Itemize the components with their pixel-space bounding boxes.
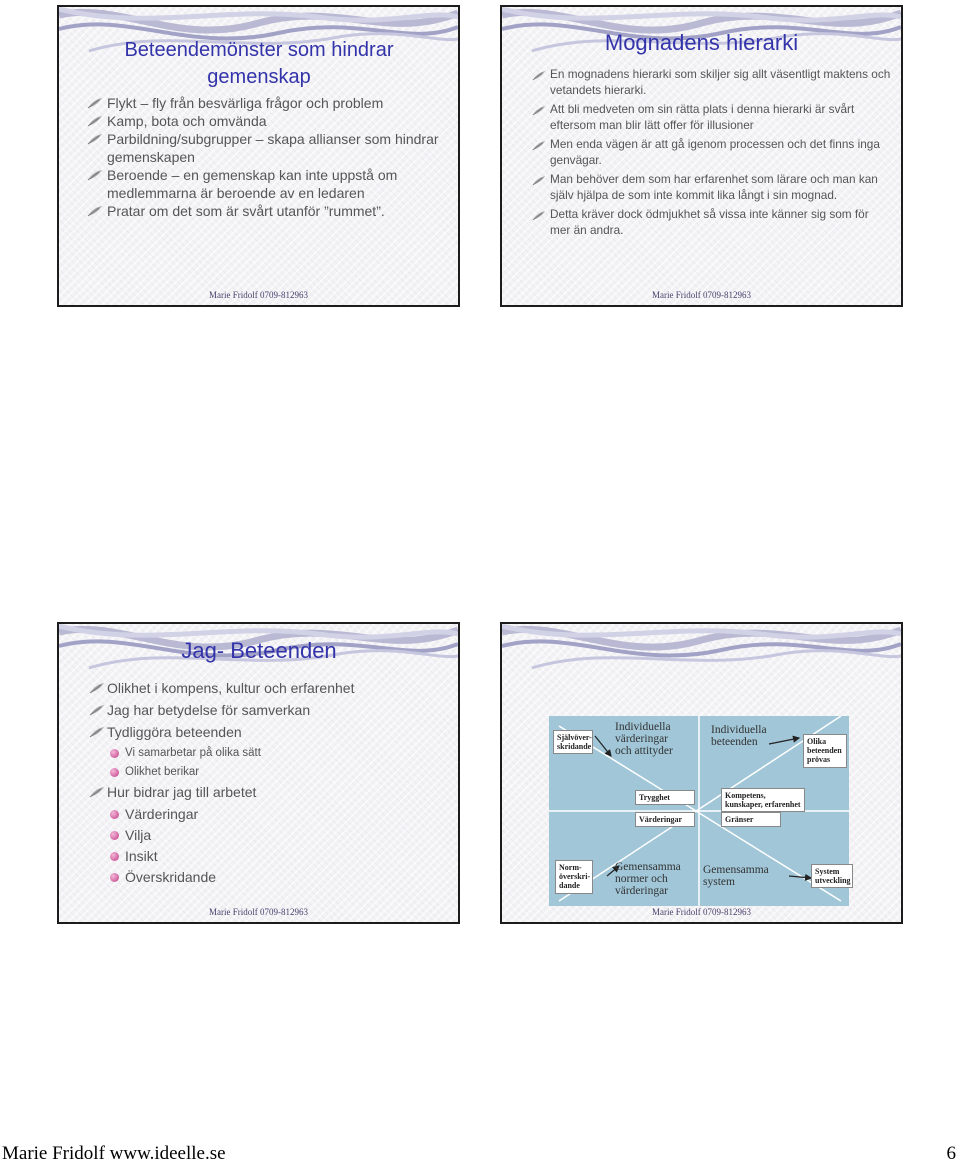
pink-dot-icon — [110, 749, 119, 758]
feather-bullet-icon — [532, 70, 546, 81]
sub-list-item: Insikt — [89, 847, 449, 865]
feather-bullet-icon — [89, 682, 105, 694]
list-item: Men enda vägen är att gå igenom processen och det finns inga genvägar. — [532, 137, 892, 168]
list-item: Flykt – fly från besvärliga frågor och problem — [87, 94, 457, 112]
system-development-box: System utveckling — [811, 864, 853, 888]
feather-bullet-icon — [532, 105, 546, 116]
list-item: Detta kräver dock ödmjukhet så vissa inte känner sig som för mer än andra. — [532, 207, 892, 238]
individual-values-label: Individuella värderingar och attityder — [615, 721, 673, 758]
boundaries-box: Gränser — [721, 812, 781, 827]
list-item: Hur bidrar jag till arbetet — [89, 783, 449, 802]
feather-bullet-icon — [87, 169, 103, 181]
slide-footer: Marie Fridolf 0709-812963 — [652, 907, 751, 917]
pink-dot-icon — [110, 852, 119, 861]
pink-dot-icon — [110, 831, 119, 840]
list-item: Beroende – en gemenskap kan inte uppstå om medlemmarna är beroende av en ledaren — [87, 166, 457, 202]
feather-bullet-icon — [532, 140, 546, 151]
bullet-list — [532, 67, 892, 242]
development-diagram — [549, 716, 849, 906]
self-transcending-box: Självöver-skridande — [553, 730, 593, 754]
list-item: Parbildning/subgrupper – skapa allianser som hindrar gemenskapen — [87, 130, 457, 166]
sub-list-item: Olikhet berikar — [89, 764, 449, 780]
decorative-swirl — [502, 624, 901, 672]
feather-bullet-icon — [89, 786, 105, 798]
individual-behaviors-label: Individuella beteenden — [711, 724, 767, 749]
list-item: Man behöver dem som har erfarenhet som lärare och man kan själv hjälpa de som inte kommit lika långt i sin mognad. — [532, 172, 892, 203]
slide-self-behaviors — [57, 622, 460, 924]
slide-footer: Marie Fridolf 0709-812963 — [209, 290, 308, 300]
feather-bullet-icon — [89, 726, 105, 738]
list-item: En mognadens hierarki som skiljer sig allt väsentligt maktens och vetandets hierarki. — [532, 67, 892, 98]
slide-behavior-patterns — [57, 5, 460, 307]
list-item: Pratar om det som är svårt utanför ”rummet”. — [87, 202, 457, 220]
page-number: 6 — [946, 1143, 956, 1164]
bullet-list — [87, 94, 457, 220]
list-item: Olikhet i kompens, kultur och erfarenhet — [89, 679, 449, 698]
bullet-list — [89, 679, 449, 889]
common-system-label: Gemensamma system — [703, 864, 769, 889]
page-footer: Marie Fridolf www.ideelle.se — [2, 1143, 226, 1164]
norm-transcending-box: Norm-överskri-dande — [555, 860, 593, 894]
feather-bullet-icon — [87, 115, 103, 127]
feather-bullet-icon — [532, 210, 546, 221]
feather-bullet-icon — [87, 205, 103, 217]
different-behaviors-box: Olika beteenden prövas — [803, 734, 847, 768]
slide-footer: Marie Fridolf 0709-812963 — [652, 290, 751, 300]
values-box: Värderingar — [635, 812, 695, 827]
list-item: Kamp, bota och omvända — [87, 112, 457, 130]
feather-bullet-icon — [87, 97, 103, 109]
slide-title: Beteendemönster som hindrar gemenskap — [124, 39, 394, 88]
sub-list-item: Värderingar — [89, 805, 449, 823]
list-item: Att bli medveten om sin rätta plats i denna hierarki är svårt eftersom man blir lätt offer för illusioner — [532, 102, 892, 133]
sub-list-item: Vi samarbetar på olika sätt — [89, 745, 449, 761]
feather-bullet-icon — [87, 133, 103, 145]
slide-title: Mognadens hierarki — [604, 30, 799, 55]
common-norms-label: Gemensamma normer och värderingar — [615, 861, 681, 898]
feather-bullet-icon — [532, 175, 546, 186]
feather-bullet-icon — [89, 704, 105, 716]
competence-box: Kompetens, kunskaper, erfarenhet — [721, 788, 805, 812]
list-item: Tydliggöra beteenden — [89, 723, 449, 742]
sub-list-item: Överskridande — [89, 868, 449, 886]
pink-dot-icon — [110, 810, 119, 819]
list-item: Jag har betydelse för samverkan — [89, 701, 449, 720]
pink-dot-icon — [110, 768, 119, 777]
slide-footer: Marie Fridolf 0709-812963 — [209, 907, 308, 917]
security-box: Trygghet — [635, 790, 695, 805]
slide-maturity-hierarchy — [500, 5, 903, 307]
pink-dot-icon — [110, 873, 119, 882]
slide-development-diagram — [500, 622, 903, 924]
slide-title: Jag- Beteenden — [181, 638, 337, 663]
sub-list-item: Vilja — [89, 826, 449, 844]
